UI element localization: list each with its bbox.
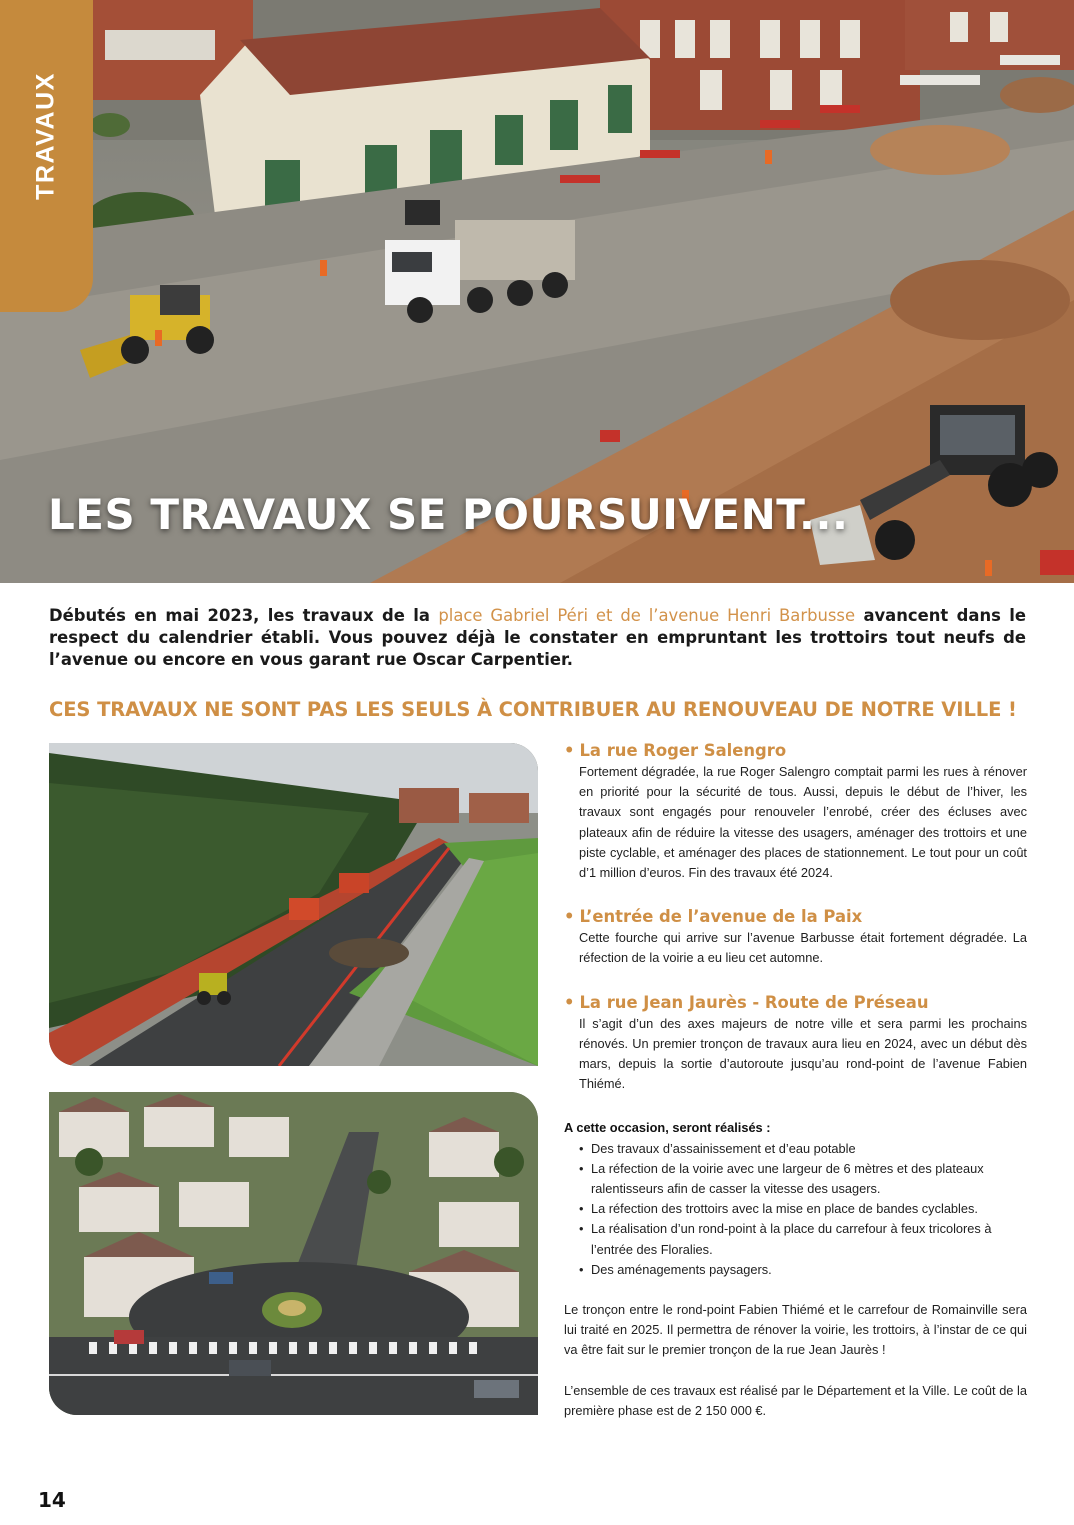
item-title	[564, 907, 1027, 926]
list-item	[564, 1159, 1027, 1199]
intro-highlight: place Gabriel Péri et de l’avenue Henri Barbusse	[438, 606, 856, 625]
list-item-text: La réfection de la voirie avec une largeur de 6 mètres et des plateaux ralentisseurs afin de casser la vitesse des usagers.	[591, 1160, 984, 1197]
intro-paragraph	[49, 605, 1026, 671]
item-body: Il s’agit d’un des axes majeurs de notre ville et sera parmi les prochains rénovés. Un premier tronçon de travaux aura lieu en 2024, avec un début dès mars, depuis la sortie d’autoroute jusqu’au rond-point de l’avenue Fabien Thiémé.	[579, 1015, 1027, 1092]
item-title	[564, 993, 1027, 1012]
bullet-icon: •	[579, 1140, 584, 1156]
paragraph-second-section: Le tronçon entre le rond-point Fabien Thiémé et le carrefour de Romainville sera lui traité en 2025. Il permettra de rénover la voirie, les trottoirs, à l’instar de ce qui va être fait sur le premier tronçon de la rue Jean Jaurès !	[564, 1302, 1027, 1358]
bullet-icon: •	[564, 907, 575, 927]
list-item	[564, 1139, 1027, 1159]
list-item	[564, 1260, 1027, 1280]
photo-rue-roger-salengro	[49, 743, 538, 1066]
bullet-icon: •	[579, 1160, 584, 1176]
item-title	[564, 741, 1027, 760]
list-item-text: La réalisation d’un rond-point à la place du carrefour à feux tricolores à l’entrée des Floralies.	[591, 1221, 992, 1257]
page-title: LES TRAVAUX SE POURSUIVENT...	[48, 490, 849, 539]
item-title-text: La rue Jean Jaurès - Route de Préseau	[579, 992, 929, 1012]
item-title-text: La rue Roger Salengro	[579, 741, 787, 760]
bullet-icon: •	[579, 1261, 584, 1277]
photo-rue-jean-jaures	[49, 1092, 538, 1415]
page-number: 14	[38, 1488, 66, 1512]
bullet-icon: •	[579, 1201, 584, 1217]
item-avenue-de-la-paix	[564, 907, 1027, 968]
bullet-icon: •	[579, 1221, 584, 1237]
realisations-heading: A cette occasion, seront réalisés :	[564, 1120, 771, 1136]
bullet-icon: •	[564, 741, 575, 760]
section-subheading: CES TRAVAUX NE SONT PAS LES SEULS À CONTRIBUER AU RENOUVEAU DE NOTRE VILLE !	[49, 698, 1017, 721]
item-body: Cette fourche qui arrive sur l’avenue Barbusse était fortement dégradée. La réfection de la voirie a eu lieu cet automne.	[579, 930, 1027, 966]
paragraph-funding: L’ensemble de ces travaux est réalisé par le Département et la Ville. Le coût de la première phase est de 2 150 000 €.	[564, 1382, 1027, 1418]
realisations-list	[564, 1139, 1027, 1280]
bullet-icon: •	[564, 992, 575, 1012]
list-item-text: Des travaux d’assainissement et d’eau potable	[591, 1140, 856, 1156]
list-item-text: La réfection des trottoirs avec la mise en place de bandes cyclables.	[591, 1201, 978, 1217]
intro-text-end: avancent dans le respect du calendrier établi. Vous pouvez déjà le constater en empruntant les trottoirs tout neufs de l’avenue ou encore en vous garant rue Oscar Carpentier.	[49, 606, 1026, 669]
list-item	[564, 1219, 1027, 1259]
road-works-illustration	[49, 743, 538, 1066]
item-rue-roger-salengro	[564, 741, 1027, 883]
intro-text-start: Débutés en mai 2023, les travaux de la	[49, 606, 439, 625]
list-item-text: Des aménagements paysagers.	[591, 1261, 772, 1277]
item-body: Fortement dégradée, la rue Roger Salengro comptait parmi les rues à rénover en priorité pour la sécurité de tous. Aussi, depuis le début de l’hiver, les travaux sont engagés pour renouveler l’enrobé, créer des écluses avec plateaux afin de réduire la vitesse des usagers, aménager des trottoirs et une piste cyclable, et aménager des places de stationnement. Le tout pour un coût d’1 million d’euros. Fin des travaux été 2024.	[579, 764, 1027, 881]
roundabout-illustration	[49, 1092, 538, 1415]
hero-photo	[0, 0, 1074, 583]
content-column	[564, 741, 1027, 1441]
section-tab	[0, 0, 93, 312]
item-title-text: L’entrée de l’avenue de la Paix	[579, 907, 863, 927]
item-rue-jean-jaures	[564, 993, 1027, 1095]
list-item	[564, 1199, 1027, 1219]
section-tab-label: TRAVAUX	[31, 72, 60, 200]
